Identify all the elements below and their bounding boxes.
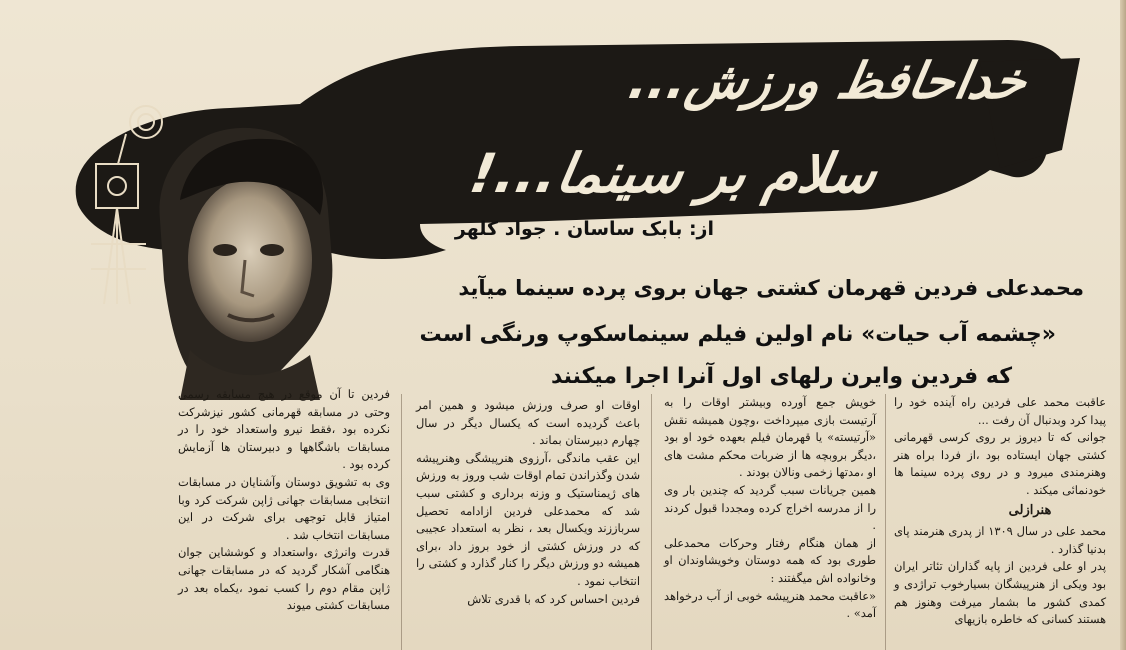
headline-farewell-sport: خداحافظ ورزش... (624, 52, 1032, 110)
column-divider (651, 394, 652, 650)
article-column-1 (894, 394, 1106, 629)
portrait-photo (150, 110, 380, 400)
paragraph: خویش جمع آورده وبیشتر اوقات را به آرتیست بازی میپرداخت ،وچون همیشه نقش «آرتیسته» یا قهرمان فیلم بعهده خود او بود ،دیگر بروبچه ها از ضربات محکم مشت های او ،مدتها زخمی ونالان بودند . (664, 395, 876, 480)
paragraph: فردین احساس کرد که با قدری تلاش (467, 591, 640, 606)
paragraph: فردین تا آن موقع در هیچ مسابقه رسمی وحتی در مسابقه قهرمانی کشور نیزشرکت نکرده بود ،فقط نیرو واستعداد خود را در مسابقات باشگاهها و دبیرستان ها آزمایش کرده بود . (178, 387, 390, 472)
paragraph: پدر او علی فردین از پایه گذاران تئاتر ایران بود ویکی از هنرپیشگان بسیارخوب تراژدی و کمدی کشور ما بشمار میرفت وهنوز هم هستند کسانی که خاطره بازیهای (894, 559, 1106, 627)
paragraph: عاقبت محمد علی فردین راه آینده خود را پیدا کرد وبدنبال آن رفت ... (894, 395, 1106, 427)
article-column-2 (664, 394, 876, 623)
article-column-3 (416, 397, 640, 608)
article-column-4 (178, 386, 390, 615)
paragraph: قدرت وانرژی ،واستعداد و کوششاین جوان هنگامی آشکار گردید که در مسابقات جهانی ژاپن مقام دوم را کسب نمود ،یکماه بعد در مسابقات کشتی میوند (178, 545, 390, 613)
section-heading: هنرازلی (1008, 502, 1052, 518)
subheading-2: «چشمه آب حیات» نام اولین فیلم سینماسکوپ ورنگی است (419, 322, 1056, 347)
headline-hello-cinema: سلام بر سینما...! (465, 142, 882, 205)
paragraph: همین جریانات سبب گردید که چندین بار وی را از مدرسه اخراج کرده ومجددا قبول کردند . (664, 482, 876, 533)
byline: از: بابک ساسان . جواد کلهر (454, 218, 714, 240)
paragraph: این عقب ماندگی ،آرزوی هنرپیشگی وهنرپیشه شدن وگذراندن تمام اوقات شب وروز به ورزش های ژیمناستیک و وزنه برداری و کشتی سبب شد که محمدعلی فردین ازادامه تحصیل سرباززند ویکسال بعد ، نظر به استعداد عجیبی که در ورزش کشتی از خود بروز داد ،برای همیشه دو ورزش دیگر را کنار گذارد و کشتی را انتخاب نمود . (416, 450, 640, 588)
subheading-3: که فردین وایرن رلهای اول آنرا اجرا میکنند (550, 364, 1012, 389)
page-edge (1120, 0, 1126, 650)
paragraph: جوانی که تا دیروز بر روی کرسی قهرمانی کشتی جهان ایستاده بود ،از فردا براه هنر وهنرمندی میرود و در روی پرده سینما ها خودنمائی میکند . (894, 430, 1106, 497)
column-divider (401, 394, 402, 650)
paragraph: از همان هنگام رفتار وحرکات محمدعلی طوری بود که همه دوستان وخویشاوندان او وخانواده اش میگفتند : (664, 535, 876, 585)
paragraph: «عاقبت محمد هنرپیشه خوبی از آب درخواهد آمد» . (664, 588, 876, 621)
column-divider (885, 394, 886, 650)
camera-illustration-icon (86, 94, 176, 314)
paragraph: محمد علی در سال ۱۳۰۹ از پدری هنرمند پای بدنیا گذارد . (894, 524, 1106, 556)
paragraph: وی به تشویق دوستان وآشنایان در مسابقات انتخابی مسابقات جهانی ژاپن شرکت کرد وبا امتیاز قابل توجهی برای شرکت در این مسابقات انتخاب شد . (178, 474, 390, 542)
paragraph: اوقات او صرف ورزش میشود و همین امر باعث گردیده است که یکسال دیگر در سال چهارم دبیرستان بماند . (416, 398, 640, 448)
subheading-1: محمدعلی فردین قهرمان کشتی جهان بروی پرده سینما میآید (458, 276, 1084, 300)
article-columns (0, 387, 1126, 650)
